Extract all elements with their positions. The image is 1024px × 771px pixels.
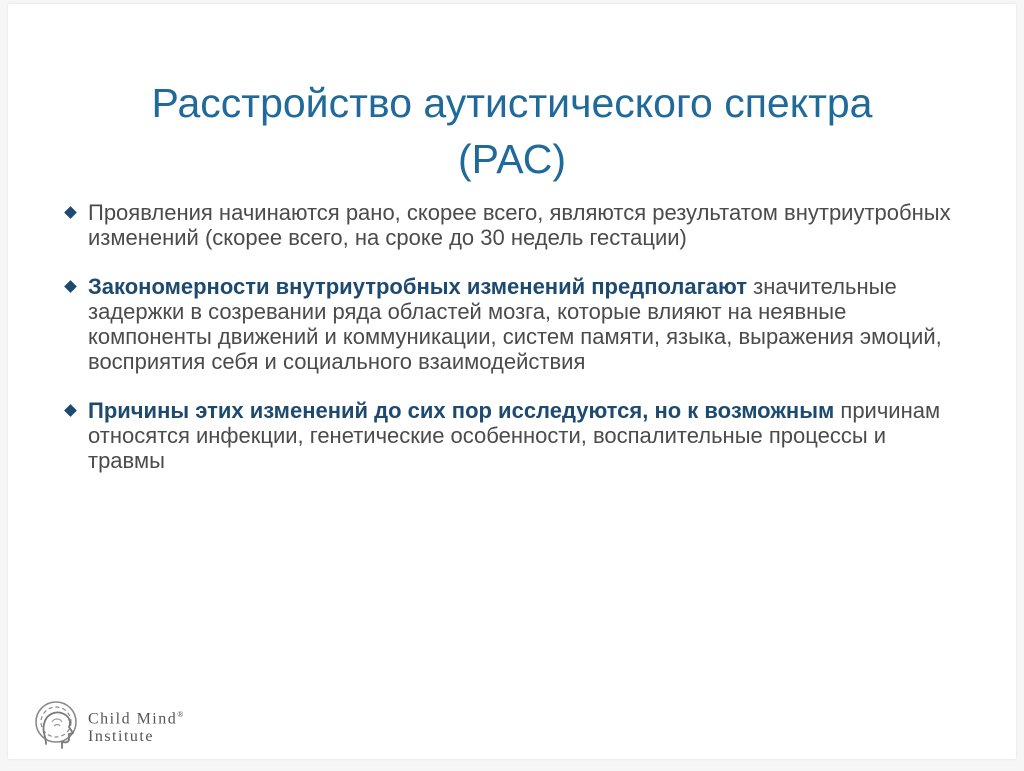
slide-title	[8, 75, 1016, 187]
bullet-lead: Причины этих изменений до сих пор исследуются, но к возможным	[88, 398, 841, 423]
bullet-text: Проявления начинаются рано, скорее всего, являются результатом внутриутробных изменений (скорее всего, на сроке до 30 недель гестации)	[88, 200, 951, 250]
registered-mark: ®	[177, 709, 185, 719]
bullet-item	[64, 200, 964, 250]
diamond-bullet-icon	[64, 206, 77, 219]
bullet-item	[64, 274, 964, 374]
logo-wordmark	[88, 706, 185, 746]
logo-line-2: Institute	[88, 728, 154, 746]
title-line-1: Расстройство аутистического спектра	[151, 80, 873, 127]
diamond-bullet-icon	[64, 280, 77, 293]
bullet-lead: Закономерности внутриутробных изменений предполагают	[88, 274, 754, 299]
title-line-2: (РАС)	[458, 136, 566, 183]
child-mind-institute-logo	[32, 698, 185, 754]
bullet-text: значительные задержки в созревании ряда областей мозга, которые влияют на неявные компоненты движений и коммуникации, систем памяти, языка, выражения эмоций, восприятия себя и социального взаимодействия	[88, 274, 942, 374]
bullet-text: причинам относятся инфекции, генетические особенности, воспалительные процессы и травмы	[88, 398, 941, 473]
diamond-bullet-icon	[64, 404, 77, 417]
bullet-item	[64, 398, 964, 473]
slide	[8, 4, 1016, 759]
logo-line-1: Child Mind	[88, 710, 178, 728]
bullet-list	[64, 200, 964, 497]
head-profile-icon	[32, 698, 82, 754]
